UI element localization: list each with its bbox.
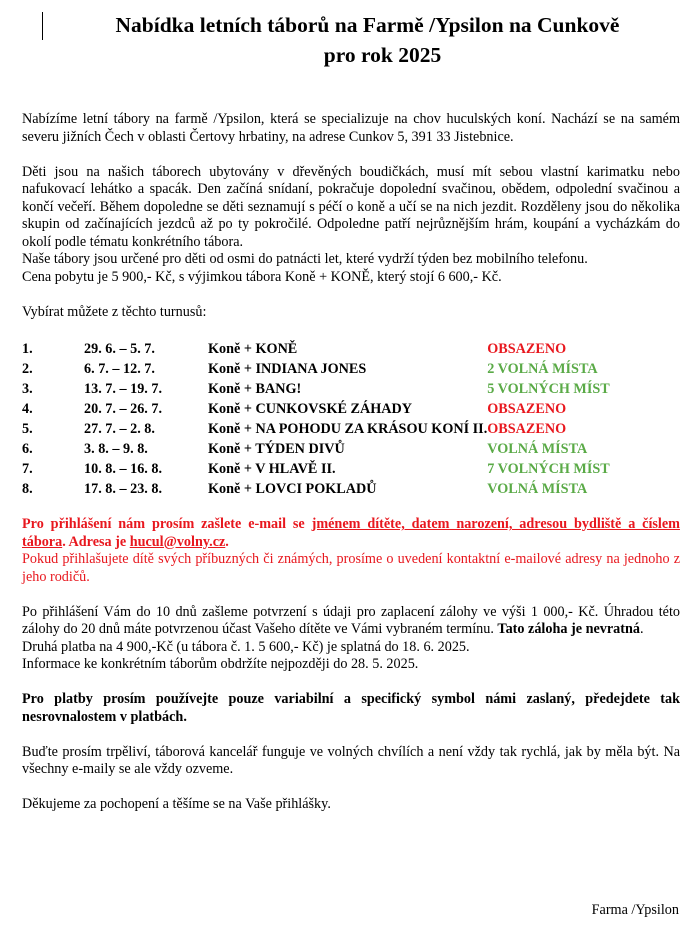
turn-status: 2 VOLNÁ MÍSTA (487, 360, 598, 377)
signup-lead: Pro přihlášení nám prosím zašlete e-mail se (22, 516, 312, 532)
signup-end: . (225, 533, 229, 550)
turn-number: 1. (22, 340, 33, 357)
turn-dates: 13. 7. – 19. 7. (84, 380, 163, 397)
signup-paragraph (22, 516, 680, 551)
turn-row (22, 399, 610, 419)
turns-table (22, 339, 610, 499)
payment-text: Po přihlášení Vám do 10 dnů zašleme potvrzení s údaji pro zaplacení zálohy ve výši 1 000,- Kč. Úhradou této zálohy do 20 dnů máte potvrzenou účast Vašeho dítěte ve Vámi vybraném termínu. (22, 603, 680, 637)
signup-note: Pokud přihlašujete dítě svých příbuzných či známých, prosíme o uvedení kontaktní e-mailové adresy na jednoho z jeho rodičů. (22, 551, 680, 585)
turn-name: Koně + KONĚ (208, 340, 298, 357)
second-payment: Druhá platba na 4 900,-Kč (u tábora č. 1. 5 600,- Kč) je splatná do 18. 6. 2025. (22, 638, 470, 655)
page-title (0, 10, 695, 70)
turn-dates: 6. 7. – 12. 7. (84, 360, 155, 377)
title-line-1: Nabídka letních táborů na Farmě /Ypsilon na Cunkově (115, 13, 620, 37)
turn-dates: 29. 6. – 5. 7. (84, 340, 155, 357)
symbols-note: Pro platby prosím používejte pouze variabilní a specifický symbol námi zaslaný, předejdete tak nesrovnalostem v platbách. (22, 691, 680, 725)
turn-row (22, 419, 610, 439)
choose-label: Vybírat můžete z těchto turnusů: (22, 303, 207, 320)
turn-status: OBSAZENO (487, 420, 567, 437)
info-date: Informace ke konkrétním táborům obdržíte nejpozději do 28. 5. 2025. (22, 656, 419, 672)
title-line-2: pro rok 2025 (323, 43, 442, 67)
turn-name: Koně + LOVCI POKLADŮ (208, 480, 377, 497)
turn-status: VOLNÁ MÍSTA (487, 480, 588, 497)
turn-row (22, 459, 610, 479)
intro-paragraph: Nabízíme letní tábory na farmě /Ypsilon, která se specializuje na chov huculských koní. Nachází se na samém severu jižních Čech v oblasti Čertovy hrbatiny, na adrese Cunkov 5, 391 33 Jistebnice. (22, 111, 680, 145)
turn-dates: 27. 7. – 2. 8. (84, 420, 155, 437)
deposit-nonrefundable: Tato záloha je nevratná (497, 621, 640, 637)
turn-number: 6. (22, 440, 33, 457)
payment-end: . (639, 621, 644, 637)
signature: Farma /Ypsilon (591, 902, 679, 918)
price-paragraph: Cena pobytu je 5 900,- Kč, s výjimkou tábora Koně + KONĚ, který stojí 6 600,- Kč. (22, 268, 502, 285)
turn-number: 7. (22, 460, 33, 477)
turn-name: Koně + NA POHODU ZA KRÁSOU KONÍ II. (208, 420, 488, 437)
turn-number: 8. (22, 480, 33, 497)
turn-number: 5. (22, 420, 33, 437)
turn-dates: 20. 7. – 26. 7. (84, 400, 163, 417)
turn-dates: 3. 8. – 9. 8. (84, 440, 148, 457)
turn-dates: 17. 8. – 23. 8. (84, 480, 163, 497)
turn-row (22, 339, 610, 359)
signup-mid: . Adresa je (62, 533, 130, 550)
turn-name: Koně + CUNKOVSKÉ ZÁHADY (208, 400, 412, 417)
turn-status: 7 VOLNÝCH MÍST (487, 460, 610, 477)
age-paragraph: Naše tábory jsou určené pro děti od osmi do patnácti let, které vydrží týden bez mobilního telefonu. (22, 251, 588, 267)
email-link[interactable]: hucul@volny.cz (129, 533, 226, 550)
turn-status: VOLNÁ MÍSTA (487, 440, 588, 457)
turn-number: 4. (22, 400, 33, 417)
patience-paragraph: Buďte prosím trpěliví, táborová kancelář funguje ve volných chvílích a není vždy tak rychlá, jak by měla být. Na všechny e-maily se ale vždy ozveme. (22, 743, 680, 777)
signup-required-info: jménem dítěte, datem narození, adresou bydliště a číslem tábora (22, 516, 680, 550)
turn-name: Koně + INDIANA JONES (208, 360, 367, 377)
turn-row (22, 439, 610, 459)
turn-number: 3. (22, 380, 33, 397)
turn-status: 5 VOLNÝCH MÍST (487, 380, 610, 397)
details-paragraph: Děti jsou na našich táborech ubytovány v dřevěných boudičkách, musí mít sebou vlastní karimatku nebo nafukovací lehátko a spacák. Den začíná snídaní, pokračuje dopolední svačinou, obědem, odpolední svačinou a končí večeří. Během dopoledne se děti seznamují s péčí o koně a učí se na nich jezdit. Rozděleny jsou do několika skupin od začínajících jezdců až po ty pokročilé. Odpoledne patří nejrůznějším hrám, koupání a vycházkám do okolí podle tématu konkrétního tábora. (22, 163, 680, 250)
turn-name: Koně + BANG! (208, 380, 302, 397)
turn-row (22, 479, 610, 499)
document-body (22, 111, 680, 814)
turn-name: Koně + TÝDEN DIVŮ (208, 440, 345, 457)
turn-row (22, 379, 610, 399)
turn-row (22, 359, 610, 379)
turn-number: 2. (22, 360, 33, 377)
turn-name: Koně + V HLAVĚ II. (208, 460, 336, 477)
payment-paragraph (22, 604, 680, 639)
turn-status: OBSAZENO (487, 340, 567, 357)
turn-dates: 10. 8. – 16. 8. (84, 460, 163, 477)
turn-status: OBSAZENO (487, 400, 567, 417)
thanks-paragraph: Děkujeme za pochopení a těšíme se na Vaše přihlášky. (22, 796, 331, 812)
